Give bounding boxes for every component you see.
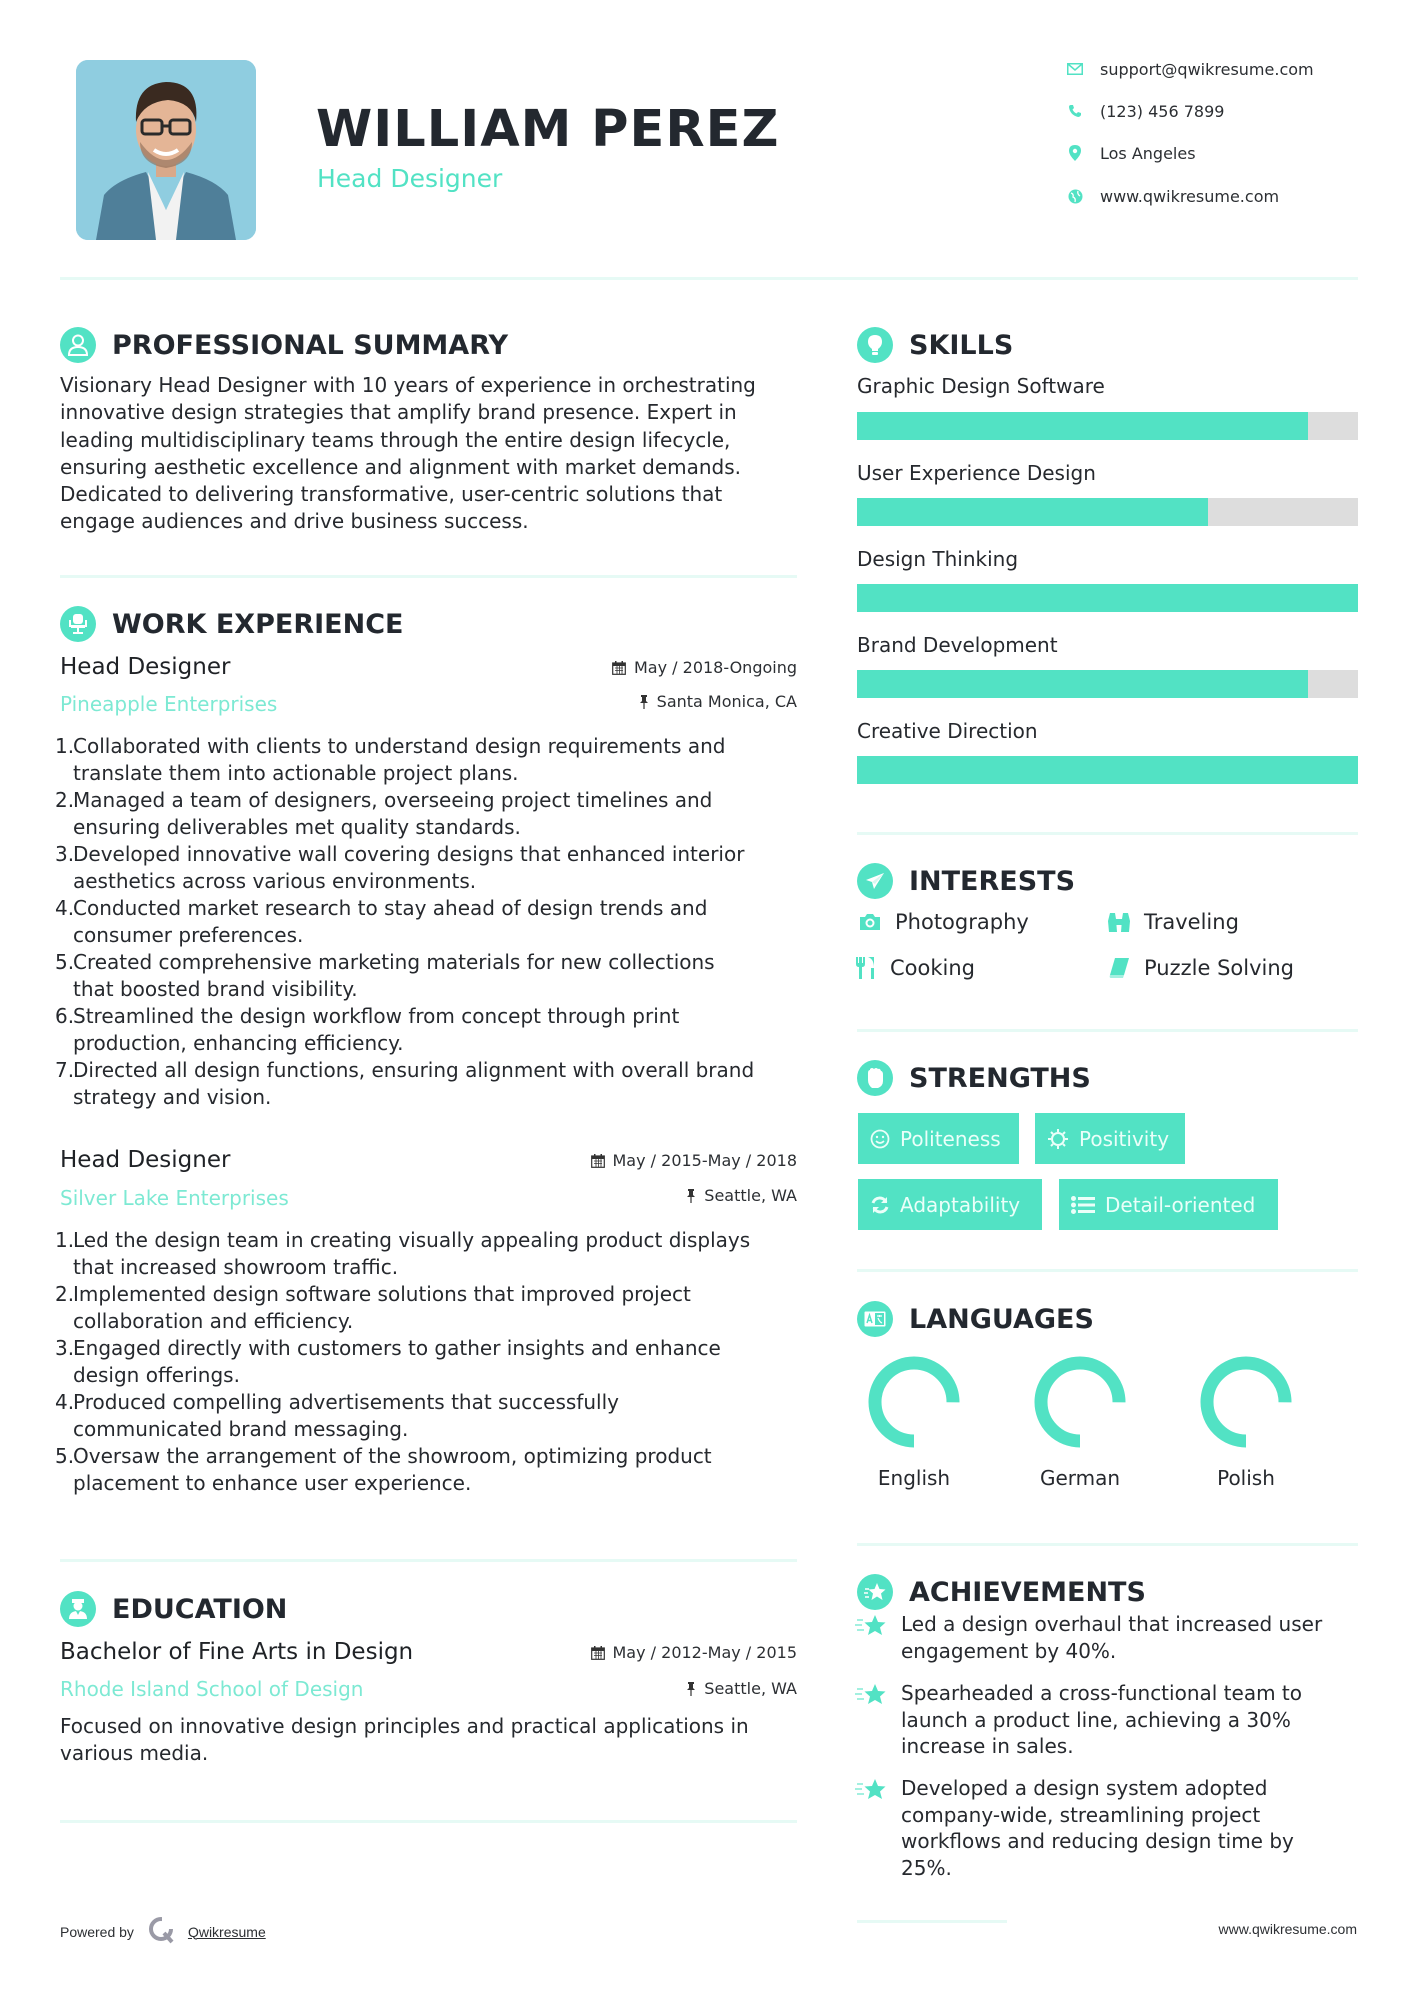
job-date-text: May / 2015-May / 2018	[612, 1151, 797, 1170]
summary-line: innovative design strategies that amplify brand presence. Expert in	[60, 400, 737, 425]
skill-bar	[857, 670, 1358, 698]
skill-bar	[857, 584, 1358, 612]
interest-item	[1106, 910, 1239, 934]
job-date	[612, 658, 797, 677]
skill-label: User Experience Design	[857, 461, 1096, 485]
list-item: 4. Conducted market research to stay ahead of design trends and consumer preferences.	[55, 896, 708, 947]
section-header-work	[60, 606, 403, 642]
user-icon	[60, 327, 96, 363]
pushpin-icon	[686, 1189, 696, 1203]
pushpin-icon	[639, 695, 649, 709]
section-title-achievements: ACHIEVEMENTS	[909, 1576, 1146, 1608]
education-location-text: Seattle, WA	[704, 1679, 797, 1698]
lightbulb-icon	[857, 327, 893, 363]
skill-label: Design Thinking	[857, 547, 1019, 571]
envelope-icon	[1064, 58, 1086, 80]
profile-photo	[76, 60, 256, 240]
job-date	[591, 1151, 798, 1170]
job-date-text: May / 2018-Ongoing	[634, 658, 797, 677]
education-date	[591, 1643, 798, 1662]
achievement-item: Led a design overhaul that increased user engagement by 40%.	[855, 1611, 1360, 1664]
list-item: 6. Streamlined the design workflow from concept through print production, enhancing efficiency.	[55, 1004, 680, 1055]
section-title-skills: SKILLS	[909, 329, 1014, 361]
list-item: 5. Created comprehensive marketing materials for new collections that boosted brand visibility.	[55, 950, 715, 1001]
contact-phone[interactable]	[1064, 100, 1224, 122]
shooting-star-icon	[855, 1681, 887, 1709]
office-chair-icon	[60, 606, 96, 642]
degree-title: Bachelor of Fine Arts in Design	[60, 1639, 414, 1665]
summary-line: Dedicated to delivering transformative, user-centric solutions that	[60, 482, 723, 507]
strength-label: Positivity	[1079, 1126, 1170, 1151]
job-location	[639, 692, 797, 711]
list-item: 2. Managed a team of designers, overseeing project timelines and ensuring deliverables met quality standards.	[55, 788, 713, 839]
interest-label: Puzzle Solving	[1144, 956, 1294, 980]
contact-location-text: Los Angeles	[1100, 143, 1196, 163]
section-header-summary	[60, 327, 508, 363]
list-item: 3. Developed innovative wall covering designs that enhanced interior aesthetics across various environments.	[55, 842, 745, 893]
section-header-achievements	[857, 1574, 1146, 1610]
language-label: English	[877, 1466, 951, 1490]
language-icon	[857, 1301, 893, 1337]
language-item	[1020, 1356, 1140, 1490]
skill-bar-fill	[857, 584, 1358, 612]
powered-by-label: Powered by	[60, 1923, 134, 1940]
section-header-languages	[857, 1301, 1094, 1337]
footer-website-link[interactable]: www.qwikresume.com	[1218, 1921, 1357, 1937]
fist-icon	[857, 1060, 893, 1096]
strength-label: Detail-oriented	[1105, 1192, 1256, 1217]
binoculars-icon	[1106, 910, 1132, 934]
company-name: Pineapple Enterprises	[60, 692, 278, 716]
skill-bar-fill	[857, 756, 1358, 784]
contact-location	[1064, 142, 1196, 164]
list-item: 1. Led the design team in creating visually appealing product displays that increased showroom traffic.	[55, 1228, 751, 1279]
section-title-languages: LANGUAGES	[909, 1303, 1094, 1335]
section-title-strengths: STRENGTHS	[909, 1062, 1091, 1094]
skill-label: Creative Direction	[857, 719, 1038, 743]
person-portrait-icon	[76, 60, 256, 240]
shooting-star-icon	[855, 1612, 887, 1640]
footer-divider	[857, 1920, 1007, 1923]
section-title-summary: PROFESSIONAL SUMMARY	[112, 329, 509, 361]
section-title-education: EDUCATION	[112, 1593, 288, 1625]
interest-label: Photography	[895, 910, 1029, 934]
language-progress-ring	[1034, 1356, 1126, 1448]
section-divider	[60, 575, 797, 578]
skill-bar-fill	[857, 670, 1308, 698]
sun-icon	[1047, 1128, 1069, 1150]
pushpin-icon	[686, 1682, 696, 1696]
camera-icon	[857, 910, 883, 934]
language-item	[854, 1356, 974, 1490]
skill-bar	[857, 412, 1358, 440]
list-item: 3. Engaged directly with customers to gather insights and enhance design offerings.	[55, 1336, 721, 1387]
qwikresume-logo-icon	[148, 1916, 176, 1947]
smile-icon	[870, 1129, 890, 1149]
list-item: 7. Directed all design functions, ensuring alignment with overall brand strategy and vision.	[55, 1058, 755, 1109]
section-divider	[60, 1559, 797, 1562]
header-divider	[60, 277, 1358, 280]
strength-label: Politeness	[900, 1126, 1001, 1151]
section-divider	[60, 1820, 797, 1823]
section-divider	[857, 1543, 1358, 1546]
interest-item	[1106, 956, 1294, 980]
language-label: Polish	[1217, 1466, 1275, 1490]
list-item: 1. Collaborated with clients to understand design requirements and translate them into actionable project plans.	[55, 734, 726, 785]
skill-label: Brand Development	[857, 633, 1058, 657]
strength-chip	[858, 1113, 1019, 1164]
globe-icon	[1064, 185, 1086, 207]
skill-bar	[857, 756, 1358, 784]
section-divider	[857, 1269, 1358, 1272]
education-description: Focused on innovative design principles and practical applications in various media.	[60, 1714, 749, 1766]
interest-label: Cooking	[890, 956, 975, 980]
language-label: German	[1039, 1466, 1121, 1490]
phone-icon	[1064, 100, 1086, 122]
skill-bar-fill	[857, 498, 1208, 526]
section-header-skills	[857, 327, 1013, 363]
shooting-star-icon	[855, 1776, 887, 1804]
candidate-role: Head Designer	[317, 164, 503, 193]
section-header-interests	[857, 863, 1075, 899]
section-title-work: WORK EXPERIENCE	[112, 608, 404, 640]
language-progress-ring	[1200, 1356, 1292, 1448]
calendar-icon	[591, 1646, 605, 1660]
refresh-icon	[870, 1195, 890, 1215]
strength-label: Adaptability	[900, 1192, 1021, 1217]
section-header-strengths	[857, 1060, 1091, 1096]
powered-by	[60, 1916, 266, 1947]
achievement-item: Developed a design system adopted company-wide, streamlining project workflows and reducing design time by 25%.	[855, 1775, 1360, 1881]
graduate-icon	[60, 1591, 96, 1627]
contact-phone-text: (123) 456 7899	[1100, 101, 1225, 121]
map-pin-icon	[1064, 142, 1086, 164]
contact-website-text: www.qwikresume.com	[1100, 186, 1280, 206]
section-header-education	[60, 1591, 287, 1627]
list-icon	[1071, 1196, 1095, 1214]
job-title: Head Designer	[60, 1147, 231, 1173]
job-location-text: Seattle, WA	[704, 1186, 797, 1205]
contact-website[interactable]	[1064, 185, 1279, 207]
skill-label: Graphic Design Software	[857, 374, 1105, 398]
candidate-name: WILLIAM PEREZ	[316, 100, 780, 159]
education-location	[686, 1679, 797, 1698]
section-divider	[857, 832, 1358, 835]
calendar-icon	[612, 661, 626, 675]
star-badge-icon	[857, 1574, 893, 1610]
job-location-text: Santa Monica, CA	[656, 692, 797, 711]
interest-label: Traveling	[1144, 910, 1239, 934]
summary-text	[60, 372, 800, 536]
company-name: Silver Lake Enterprises	[60, 1186, 289, 1210]
interest-item	[852, 956, 975, 980]
education-date-text: May / 2012-May / 2015	[612, 1643, 797, 1662]
summary-line: leading multidisciplinary teams through the entire design lifecycle,	[60, 427, 731, 452]
qwikresume-link[interactable]: Qwikresume	[187, 1923, 266, 1940]
list-item: 5. Oversaw the arrangement of the showroom, optimizing product placement to enhance user experience.	[55, 1444, 712, 1495]
summary-line: engage audiences and drive business success.	[60, 509, 529, 534]
list-item: 2. Implemented design software solutions that improved project collaboration and efficiency.	[55, 1282, 691, 1333]
list-item: 4. Produced compelling advertisements that successfully communicated brand messaging.	[55, 1390, 619, 1441]
summary-line: Visionary Head Designer with 10 years of experience in orchestrating	[60, 373, 756, 397]
skill-bar-fill	[857, 412, 1308, 440]
job-location	[686, 1186, 797, 1205]
contact-email[interactable]	[1064, 58, 1314, 80]
language-item	[1186, 1356, 1306, 1490]
contact-email-text: support@qwikresume.com	[1100, 59, 1314, 79]
summary-line: ensuring aesthetic excellence and alignment with market demands.	[60, 454, 742, 479]
interest-item	[857, 910, 1029, 934]
job-bullets	[55, 1227, 815, 1497]
section-divider	[857, 1029, 1358, 1032]
skill-bar	[857, 498, 1358, 526]
paper-plane-icon	[857, 863, 893, 899]
achievement-item: Spearheaded a cross-functional team to launch a product line, achieving a 30% increase in sales.	[855, 1680, 1360, 1760]
school-name: Rhode Island School of Design	[60, 1677, 364, 1701]
job-bullets	[55, 733, 815, 1111]
utensils-icon	[852, 956, 878, 980]
book-icon	[1106, 956, 1132, 980]
strength-chip	[1035, 1113, 1185, 1164]
strength-chip	[1059, 1179, 1278, 1230]
calendar-icon	[591, 1154, 605, 1168]
job-title: Head Designer	[60, 654, 231, 680]
section-title-interests: INTERESTS	[909, 865, 1076, 897]
strength-chip	[858, 1179, 1042, 1230]
language-progress-ring	[868, 1356, 960, 1448]
